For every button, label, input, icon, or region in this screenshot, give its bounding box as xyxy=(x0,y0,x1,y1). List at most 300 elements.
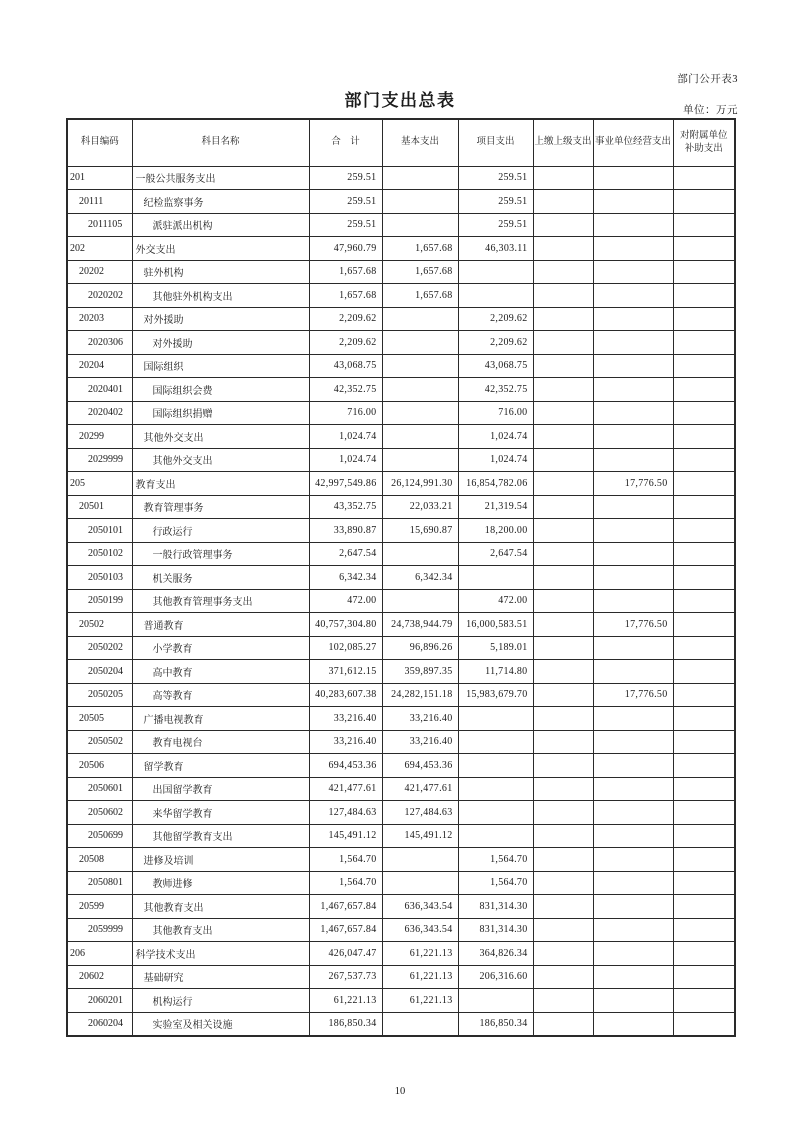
operating-expenditure-cell xyxy=(593,660,673,684)
subject-name-cell: 教育支出 xyxy=(132,472,309,496)
subject-name-cell: 教育电视台 xyxy=(132,730,309,754)
operating-expenditure-cell xyxy=(593,495,673,519)
subsidy-cell xyxy=(673,495,735,519)
subject-name-cell: 外交支出 xyxy=(132,237,309,261)
subject-code-cell: 2050199 xyxy=(67,589,132,613)
total-cell: 472.00 xyxy=(309,589,382,613)
subsidy-cell xyxy=(673,777,735,801)
project-expenditure-cell: 42,352.75 xyxy=(458,378,533,402)
subsidy-cell xyxy=(673,448,735,472)
subject-code-cell: 2050602 xyxy=(67,801,132,825)
upper-level-payment-cell xyxy=(533,871,593,895)
table-row xyxy=(67,683,735,707)
upper-level-payment-cell xyxy=(533,918,593,942)
operating-expenditure-cell xyxy=(593,331,673,355)
basic-expenditure-cell xyxy=(382,307,458,331)
table-row xyxy=(67,166,735,190)
project-expenditure-cell: 186,850.34 xyxy=(458,1012,533,1036)
subject-name-cell: 国际组织会费 xyxy=(132,378,309,402)
operating-expenditure-cell xyxy=(593,801,673,825)
subsidy-cell xyxy=(673,965,735,989)
total-cell: 33,890.87 xyxy=(309,519,382,543)
basic-expenditure-cell xyxy=(382,354,458,378)
basic-expenditure-cell: 33,216.40 xyxy=(382,707,458,731)
table-row xyxy=(67,519,735,543)
subsidy-cell xyxy=(673,989,735,1013)
basic-expenditure-cell: 6,342.34 xyxy=(382,566,458,590)
upper-level-payment-cell xyxy=(533,472,593,496)
subsidy-cell xyxy=(673,331,735,355)
operating-expenditure-cell xyxy=(593,942,673,966)
project-expenditure-cell: 16,000,583.51 xyxy=(458,613,533,637)
basic-expenditure-cell: 24,738,944.79 xyxy=(382,613,458,637)
operating-expenditure-cell xyxy=(593,707,673,731)
operating-expenditure-cell xyxy=(593,824,673,848)
basic-expenditure-cell xyxy=(382,401,458,425)
table-row xyxy=(67,448,735,472)
project-expenditure-cell: 2,209.62 xyxy=(458,307,533,331)
subject-code-cell: 2050601 xyxy=(67,777,132,801)
total-cell: 43,352.75 xyxy=(309,495,382,519)
upper-level-payment-cell xyxy=(533,425,593,449)
basic-expenditure-cell: 636,343.54 xyxy=(382,895,458,919)
subject-name-cell: 高等教育 xyxy=(132,683,309,707)
table-row xyxy=(67,918,735,942)
subject-name-cell: 其他教育管理事务支出 xyxy=(132,589,309,613)
table-row xyxy=(67,707,735,731)
total-cell: 1,024.74 xyxy=(309,448,382,472)
subject-code-cell: 20506 xyxy=(67,754,132,778)
basic-expenditure-cell: 15,690.87 xyxy=(382,519,458,543)
page-number: 10 xyxy=(394,1086,406,1097)
table-row xyxy=(67,284,735,308)
subject-name-cell: 对外援助 xyxy=(132,331,309,355)
total-cell: 33,216.40 xyxy=(309,707,382,731)
subject-code-cell: 2011105 xyxy=(67,213,132,237)
upper-level-payment-cell xyxy=(533,519,593,543)
subject-code-cell: 2050699 xyxy=(67,824,132,848)
project-expenditure-cell xyxy=(458,707,533,731)
operating-expenditure-cell xyxy=(593,848,673,872)
operating-expenditure-cell xyxy=(593,213,673,237)
table-row xyxy=(67,730,735,754)
upper-level-payment-cell xyxy=(533,942,593,966)
operating-expenditure-cell xyxy=(593,918,673,942)
subject-name-cell: 其他外交支出 xyxy=(132,425,309,449)
operating-expenditure-cell xyxy=(593,542,673,566)
subject-name-cell: 教育管理事务 xyxy=(132,495,309,519)
project-expenditure-cell xyxy=(458,989,533,1013)
subject-code-cell: 2050202 xyxy=(67,636,132,660)
operating-expenditure-cell xyxy=(593,237,673,261)
operating-expenditure-cell: 17,776.50 xyxy=(593,472,673,496)
subject-code-cell: 2020202 xyxy=(67,284,132,308)
subsidy-cell xyxy=(673,589,735,613)
subsidy-cell xyxy=(673,284,735,308)
project-expenditure-cell: 1,024.74 xyxy=(458,425,533,449)
total-cell: 2,647.54 xyxy=(309,542,382,566)
operating-expenditure-cell: 17,776.50 xyxy=(593,683,673,707)
table-row xyxy=(67,472,735,496)
subject-code-cell: 20202 xyxy=(67,260,132,284)
basic-expenditure-cell: 26,124,991.30 xyxy=(382,472,458,496)
table-row xyxy=(67,942,735,966)
subject-name-cell: 其他驻外机构支出 xyxy=(132,284,309,308)
table-header-row xyxy=(67,119,735,166)
operating-expenditure-cell: 17,776.50 xyxy=(593,613,673,637)
subject-name-cell: 出国留学教育 xyxy=(132,777,309,801)
project-expenditure-cell xyxy=(458,824,533,848)
subsidy-cell xyxy=(673,636,735,660)
total-cell: 259.51 xyxy=(309,213,382,237)
project-expenditure-cell: 472.00 xyxy=(458,589,533,613)
upper-level-payment-cell xyxy=(533,284,593,308)
project-expenditure-cell: 1,564.70 xyxy=(458,871,533,895)
subject-name-cell: 一般行政管理事务 xyxy=(132,542,309,566)
operating-expenditure-cell xyxy=(593,989,673,1013)
subject-code-cell: 20508 xyxy=(67,848,132,872)
basic-expenditure-cell: 96,896.26 xyxy=(382,636,458,660)
basic-expenditure-cell: 359,897.35 xyxy=(382,660,458,684)
project-expenditure-cell: 1,024.74 xyxy=(458,448,533,472)
subject-name-cell: 来华留学教育 xyxy=(132,801,309,825)
subject-code-cell: 2020306 xyxy=(67,331,132,355)
basic-expenditure-cell: 1,657.68 xyxy=(382,237,458,261)
operating-expenditure-cell xyxy=(593,566,673,590)
header-subsidy-to-affiliates: 对附属单位补助支出 xyxy=(673,119,735,166)
subsidy-cell xyxy=(673,213,735,237)
subject-code-cell: 206 xyxy=(67,942,132,966)
total-cell: 371,612.15 xyxy=(309,660,382,684)
expenditure-summary-table xyxy=(66,118,736,1037)
basic-expenditure-cell xyxy=(382,166,458,190)
total-cell: 102,085.27 xyxy=(309,636,382,660)
operating-expenditure-cell xyxy=(593,589,673,613)
upper-level-payment-cell xyxy=(533,989,593,1013)
subject-name-cell: 基础研究 xyxy=(132,965,309,989)
total-cell: 267,537.73 xyxy=(309,965,382,989)
project-expenditure-cell: 16,854,782.06 xyxy=(458,472,533,496)
subject-name-cell: 对外援助 xyxy=(132,307,309,331)
basic-expenditure-cell: 127,484.63 xyxy=(382,801,458,825)
subject-name-cell: 小学教育 xyxy=(132,636,309,660)
table-row xyxy=(67,871,735,895)
table-row xyxy=(67,495,735,519)
subsidy-cell xyxy=(673,401,735,425)
table-row xyxy=(67,237,735,261)
table-row xyxy=(67,895,735,919)
upper-level-payment-cell xyxy=(533,566,593,590)
subject-code-cell: 2050204 xyxy=(67,660,132,684)
upper-level-payment-cell xyxy=(533,707,593,731)
header-total: 合 计 xyxy=(309,119,382,166)
table-row xyxy=(67,1012,735,1036)
subject-name-cell: 机构运行 xyxy=(132,989,309,1013)
basic-expenditure-cell: 61,221.13 xyxy=(382,965,458,989)
subsidy-cell xyxy=(673,307,735,331)
project-expenditure-cell xyxy=(458,777,533,801)
operating-expenditure-cell xyxy=(593,754,673,778)
total-cell: 47,960.79 xyxy=(309,237,382,261)
project-expenditure-cell: 259.51 xyxy=(458,213,533,237)
operating-expenditure-cell xyxy=(593,1012,673,1036)
subsidy-cell xyxy=(673,472,735,496)
upper-level-payment-cell xyxy=(533,237,593,261)
subject-name-cell: 广播电视教育 xyxy=(132,707,309,731)
table-row xyxy=(67,777,735,801)
subject-code-cell: 20505 xyxy=(67,707,132,731)
project-expenditure-cell xyxy=(458,801,533,825)
operating-expenditure-cell xyxy=(593,895,673,919)
subject-code-cell: 20599 xyxy=(67,895,132,919)
basic-expenditure-cell: 421,477.61 xyxy=(382,777,458,801)
project-expenditure-cell: 2,209.62 xyxy=(458,331,533,355)
subsidy-cell xyxy=(673,613,735,637)
upper-level-payment-cell xyxy=(533,636,593,660)
subject-name-cell: 教师进修 xyxy=(132,871,309,895)
subject-code-cell: 2050101 xyxy=(67,519,132,543)
header-operating-expenditure: 事业单位经营支出 xyxy=(593,119,673,166)
subject-name-cell: 机关服务 xyxy=(132,566,309,590)
upper-level-payment-cell xyxy=(533,401,593,425)
subsidy-cell xyxy=(673,660,735,684)
table-row xyxy=(67,848,735,872)
operating-expenditure-cell xyxy=(593,190,673,214)
total-cell: 145,491.12 xyxy=(309,824,382,848)
total-cell: 1,024.74 xyxy=(309,425,382,449)
table-row xyxy=(67,589,735,613)
basic-expenditure-cell xyxy=(382,871,458,895)
basic-expenditure-cell xyxy=(382,331,458,355)
table-row xyxy=(67,401,735,425)
upper-level-payment-cell xyxy=(533,448,593,472)
operating-expenditure-cell xyxy=(593,378,673,402)
subject-code-cell: 2029999 xyxy=(67,448,132,472)
unit-label: 单位：万元 xyxy=(683,105,738,116)
table-row xyxy=(67,331,735,355)
total-cell: 1,657.68 xyxy=(309,284,382,308)
project-expenditure-cell: 11,714.80 xyxy=(458,660,533,684)
table-row xyxy=(67,613,735,637)
table-row xyxy=(67,378,735,402)
operating-expenditure-cell xyxy=(593,730,673,754)
header-subject-code: 科目编码 xyxy=(67,119,132,166)
total-cell: 259.51 xyxy=(309,166,382,190)
upper-level-payment-cell xyxy=(533,730,593,754)
project-expenditure-cell xyxy=(458,284,533,308)
project-expenditure-cell: 831,314.30 xyxy=(458,918,533,942)
subsidy-cell xyxy=(673,566,735,590)
total-cell: 42,352.75 xyxy=(309,378,382,402)
subject-name-cell: 其他教育支出 xyxy=(132,895,309,919)
table-body xyxy=(67,166,735,1036)
operating-expenditure-cell xyxy=(593,284,673,308)
total-cell: 1,467,657.84 xyxy=(309,895,382,919)
upper-level-payment-cell xyxy=(533,801,593,825)
upper-level-payment-cell xyxy=(533,613,593,637)
subject-name-cell: 派驻派出机构 xyxy=(132,213,309,237)
upper-level-payment-cell xyxy=(533,542,593,566)
basic-expenditure-cell: 694,453.36 xyxy=(382,754,458,778)
subsidy-cell xyxy=(673,707,735,731)
operating-expenditure-cell xyxy=(593,260,673,284)
subject-code-cell: 2060204 xyxy=(67,1012,132,1036)
subject-name-cell: 留学教育 xyxy=(132,754,309,778)
total-cell: 1,564.70 xyxy=(309,871,382,895)
total-cell: 259.51 xyxy=(309,190,382,214)
subsidy-cell xyxy=(673,918,735,942)
upper-level-payment-cell xyxy=(533,331,593,355)
project-expenditure-cell: 831,314.30 xyxy=(458,895,533,919)
subsidy-cell xyxy=(673,425,735,449)
subject-name-cell: 一般公共服务支出 xyxy=(132,166,309,190)
upper-level-payment-cell xyxy=(533,190,593,214)
project-expenditure-cell: 259.51 xyxy=(458,190,533,214)
table-row xyxy=(67,801,735,825)
subject-code-cell: 2020402 xyxy=(67,401,132,425)
subject-name-cell: 其他外交支出 xyxy=(132,448,309,472)
basic-expenditure-cell xyxy=(382,425,458,449)
basic-expenditure-cell: 1,657.68 xyxy=(382,260,458,284)
upper-level-payment-cell xyxy=(533,589,593,613)
table-row xyxy=(67,260,735,284)
project-expenditure-cell: 18,200.00 xyxy=(458,519,533,543)
subsidy-cell xyxy=(673,824,735,848)
basic-expenditure-cell xyxy=(382,448,458,472)
subsidy-cell xyxy=(673,166,735,190)
subject-code-cell: 2050103 xyxy=(67,566,132,590)
project-expenditure-cell: 43,068.75 xyxy=(458,354,533,378)
operating-expenditure-cell xyxy=(593,307,673,331)
subject-name-cell: 行政运行 xyxy=(132,519,309,543)
total-cell: 42,997,549.86 xyxy=(309,472,382,496)
project-expenditure-cell: 21,319.54 xyxy=(458,495,533,519)
subsidy-cell xyxy=(673,190,735,214)
subsidy-cell xyxy=(673,848,735,872)
upper-level-payment-cell xyxy=(533,683,593,707)
subject-code-cell: 202 xyxy=(67,237,132,261)
header-project-expenditure: 项目支出 xyxy=(458,119,533,166)
upper-level-payment-cell xyxy=(533,213,593,237)
table-row xyxy=(67,354,735,378)
table-row xyxy=(67,965,735,989)
operating-expenditure-cell xyxy=(593,448,673,472)
subject-code-cell: 2050502 xyxy=(67,730,132,754)
subsidy-cell xyxy=(673,895,735,919)
operating-expenditure-cell xyxy=(593,401,673,425)
project-expenditure-cell xyxy=(458,260,533,284)
upper-level-payment-cell xyxy=(533,166,593,190)
table-row xyxy=(67,542,735,566)
basic-expenditure-cell: 61,221.13 xyxy=(382,989,458,1013)
subject-name-cell: 驻外机构 xyxy=(132,260,309,284)
subsidy-cell xyxy=(673,237,735,261)
header-upper-level-payment: 上缴上级支出 xyxy=(533,119,593,166)
header-subject-name: 科目名称 xyxy=(132,119,309,166)
project-expenditure-cell: 5,189.01 xyxy=(458,636,533,660)
upper-level-payment-cell xyxy=(533,848,593,872)
subject-name-cell: 纪检监察事务 xyxy=(132,190,309,214)
total-cell: 1,657.68 xyxy=(309,260,382,284)
subject-code-cell: 20602 xyxy=(67,965,132,989)
total-cell: 127,484.63 xyxy=(309,801,382,825)
operating-expenditure-cell xyxy=(593,354,673,378)
basic-expenditure-cell: 22,033.21 xyxy=(382,495,458,519)
basic-expenditure-cell xyxy=(382,848,458,872)
project-expenditure-cell: 364,826.34 xyxy=(458,942,533,966)
subject-code-cell: 2020401 xyxy=(67,378,132,402)
project-expenditure-cell xyxy=(458,754,533,778)
page-title: 部门支出总表 xyxy=(344,91,456,110)
subsidy-cell xyxy=(673,801,735,825)
basic-expenditure-cell xyxy=(382,190,458,214)
basic-expenditure-cell: 1,657.68 xyxy=(382,284,458,308)
total-cell: 6,342.34 xyxy=(309,566,382,590)
upper-level-payment-cell xyxy=(533,754,593,778)
basic-expenditure-cell xyxy=(382,589,458,613)
total-cell: 2,209.62 xyxy=(309,331,382,355)
table-row xyxy=(67,213,735,237)
upper-level-payment-cell xyxy=(533,307,593,331)
subsidy-cell xyxy=(673,730,735,754)
subject-name-cell: 科学技术支出 xyxy=(132,942,309,966)
subsidy-cell xyxy=(673,942,735,966)
basic-expenditure-cell: 24,282,151.18 xyxy=(382,683,458,707)
upper-level-payment-cell xyxy=(533,824,593,848)
subject-code-cell: 2059999 xyxy=(67,918,132,942)
upper-level-payment-cell xyxy=(533,660,593,684)
subject-name-cell: 进修及培训 xyxy=(132,848,309,872)
upper-level-payment-cell xyxy=(533,1012,593,1036)
basic-expenditure-cell xyxy=(382,378,458,402)
basic-expenditure-cell: 33,216.40 xyxy=(382,730,458,754)
subject-name-cell: 高中教育 xyxy=(132,660,309,684)
subject-name-cell: 实验室及相关设施 xyxy=(132,1012,309,1036)
subject-code-cell: 20204 xyxy=(67,354,132,378)
operating-expenditure-cell xyxy=(593,425,673,449)
subject-code-cell: 2060201 xyxy=(67,989,132,1013)
total-cell: 716.00 xyxy=(309,401,382,425)
subject-code-cell: 2050801 xyxy=(67,871,132,895)
subject-code-cell: 2050102 xyxy=(67,542,132,566)
subsidy-cell xyxy=(673,754,735,778)
table-row xyxy=(67,636,735,660)
total-cell: 1,564.70 xyxy=(309,848,382,872)
table-row xyxy=(67,190,735,214)
doc-label: 部门公开表3 xyxy=(677,74,738,85)
project-expenditure-cell: 716.00 xyxy=(458,401,533,425)
project-expenditure-cell: 2,647.54 xyxy=(458,542,533,566)
total-cell: 1,467,657.84 xyxy=(309,918,382,942)
header-basic-expenditure: 基本支出 xyxy=(382,119,458,166)
project-expenditure-cell xyxy=(458,566,533,590)
project-expenditure-cell xyxy=(458,730,533,754)
upper-level-payment-cell xyxy=(533,260,593,284)
subject-code-cell: 20203 xyxy=(67,307,132,331)
upper-level-payment-cell xyxy=(533,965,593,989)
total-cell: 694,453.36 xyxy=(309,754,382,778)
subsidy-cell xyxy=(673,683,735,707)
operating-expenditure-cell xyxy=(593,636,673,660)
project-expenditure-cell: 259.51 xyxy=(458,166,533,190)
operating-expenditure-cell xyxy=(593,871,673,895)
total-cell: 426,047.47 xyxy=(309,942,382,966)
basic-expenditure-cell xyxy=(382,542,458,566)
table-row xyxy=(67,425,735,449)
operating-expenditure-cell xyxy=(593,777,673,801)
subsidy-cell xyxy=(673,519,735,543)
subject-name-cell: 其他教育支出 xyxy=(132,918,309,942)
